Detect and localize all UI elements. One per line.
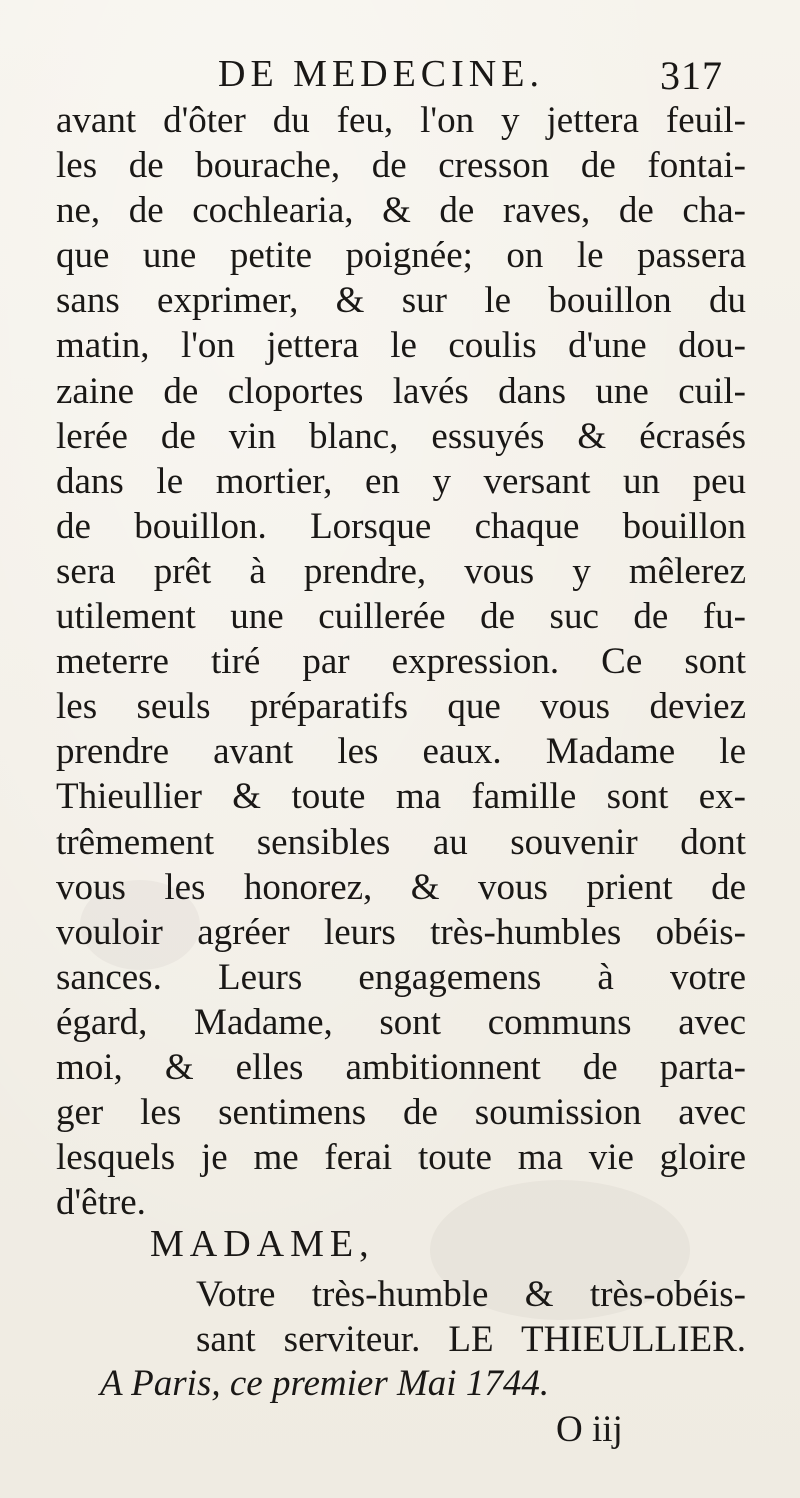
text-line: les seuls préparatifs que vous deviez bbox=[56, 686, 746, 728]
text-line: d'être. bbox=[56, 1182, 146, 1224]
text-line: ne, de cochlearia, & de raves, de cha- bbox=[56, 190, 746, 232]
text-line: zaine de cloportes lavés dans une cuil- bbox=[56, 370, 746, 412]
text-line: vouloir agréer leurs très-humbles obéis- bbox=[56, 911, 746, 953]
text-line: avant d'ôter du feu, l'on y jettera feuil- bbox=[56, 100, 746, 141]
text-line: égard, Madame, sont communs avec bbox=[56, 1001, 746, 1043]
signature-mark: O iij bbox=[556, 1409, 623, 1450]
salutation: MADAME, bbox=[150, 1223, 375, 1265]
text-line: de bouillon. Lorsque chaque bouillon bbox=[56, 505, 746, 547]
closing-formula bbox=[196, 1272, 746, 1362]
running-title: DE MEDECINE. bbox=[218, 53, 544, 95]
text-line: sans exprimer, & sur le bouillon du bbox=[56, 280, 746, 322]
text-line: sera prêt à prendre, vous y mêlerez bbox=[56, 550, 746, 592]
text-line: que une petite poignée; on le passera bbox=[56, 235, 746, 277]
text-line: dans le mortier, en y versant un peu bbox=[56, 460, 746, 502]
text-line: vous les honorez, & vous prient de bbox=[56, 866, 746, 908]
dateline: A Paris, ce premier Mai 1744. bbox=[100, 1363, 550, 1404]
body-text bbox=[56, 98, 746, 1225]
text-line: Thieullier & toute ma famille sont ex- bbox=[56, 776, 746, 818]
text-line: ger les sentimens de soumission avec bbox=[56, 1092, 746, 1134]
text-line: lesquels je me ferai toute ma vie gloire bbox=[56, 1137, 746, 1179]
running-head bbox=[0, 52, 800, 100]
page-number: 317 bbox=[660, 53, 723, 98]
text-line: matin, l'on jettera le coulis d'une dou- bbox=[56, 325, 746, 367]
text-line: lerée de vin blanc, essuyés & écrasés bbox=[56, 415, 746, 457]
text-line: prendre avant les eaux. Madame le bbox=[56, 731, 746, 773]
text-line: moi, & elles ambitionnent de parta- bbox=[56, 1046, 746, 1088]
text-line: trêmement sensibles au souvenir dont bbox=[56, 821, 746, 863]
closing-line: sant serviteur. LE THIEULLIER. bbox=[196, 1319, 746, 1360]
text-line: utilement une cuillerée de suc de fu- bbox=[56, 596, 746, 638]
closing-line: Votre très-humble & très-obéis- bbox=[196, 1274, 746, 1315]
text-line: les de bourache, de cresson de fontai- bbox=[56, 145, 746, 187]
text-line: meterre tiré par expression. Ce sont bbox=[56, 641, 746, 683]
text-line: sances. Leurs engagemens à votre bbox=[56, 956, 746, 998]
